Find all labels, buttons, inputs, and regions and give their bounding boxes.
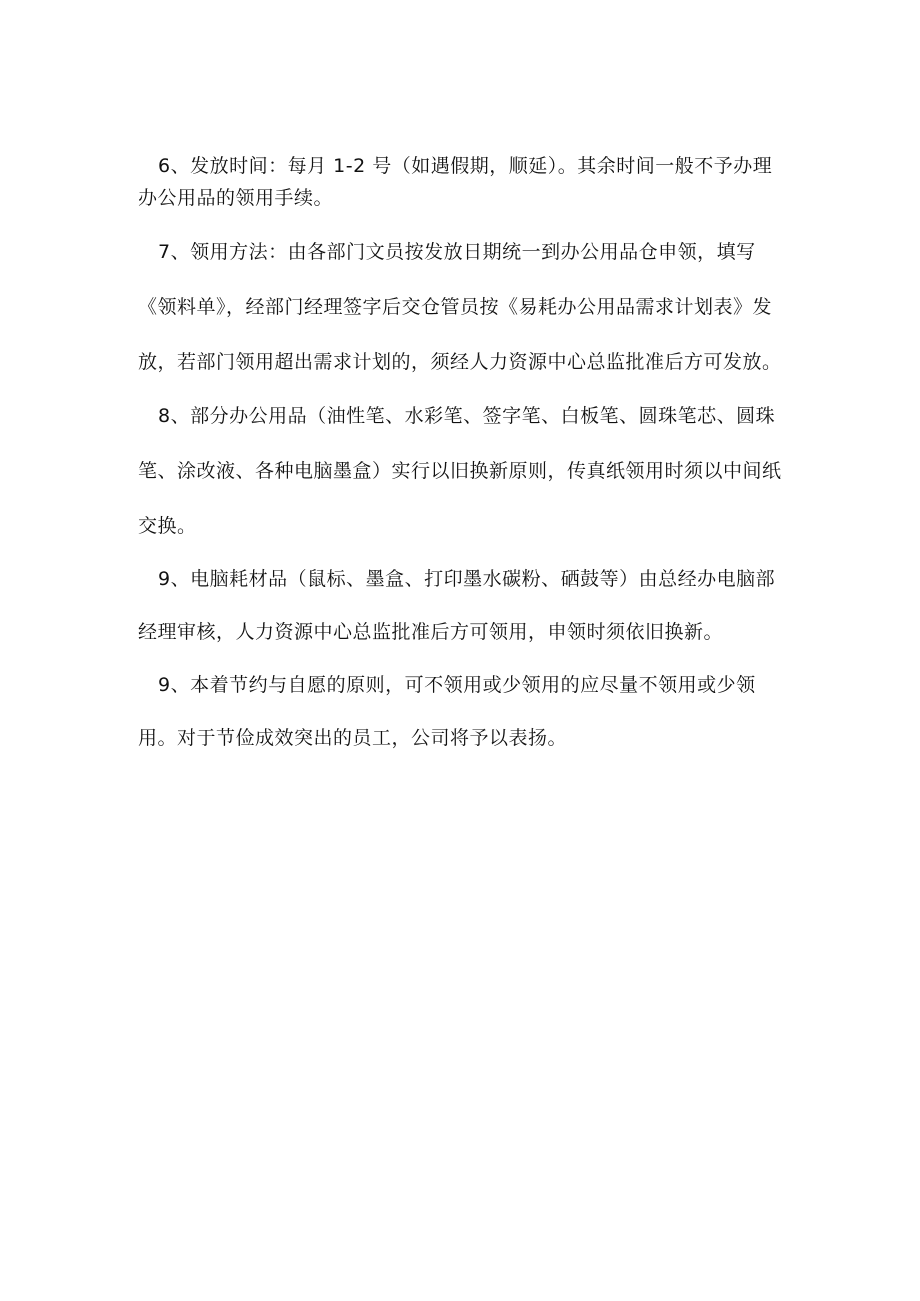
document-body bbox=[138, 150, 788, 765]
paragraph-computer-consumables: 9、电脑耗材品（鼠标、墨盒、打印墨水碳粉、硒鼓等）由总经办电脑部经理审核，人力资源中心总监批准后方可领用，申领时须依旧换新。 bbox=[138, 568, 776, 643]
paragraph-exchange-old-for-new: 8、部分办公用品（油性笔、水彩笔、签字笔、白板笔、圆珠笔芯、圆珠笔、涂改液、各种电脑墨盒）实行以旧换新原则，传真纸领用时须以中间纸交换。 bbox=[138, 405, 782, 537]
paragraph-saving-principle: 9、本着节约与自愿的原则，可不领用或少领用的应尽量不领用或少领用。对于节俭成效突出的员工，公司将予以表扬。 bbox=[138, 674, 756, 749]
paragraph-requisition-method: 7、领用方法：由各部门文员按发放日期统一到办公用品仓申领，填写《领料单》，经部门经理签字后交仓管员按《易耗办公用品需求计划表》发放，若部门领用超出需求计划的，须经人力资源中心总监批准后方可发放。 bbox=[138, 241, 782, 373]
paragraph-distribution-time: 6、发放时间：每月 1-2 号（如遇假期，顺延）。其余时间一般不予办理办公用品的领用手续。 bbox=[138, 155, 773, 209]
